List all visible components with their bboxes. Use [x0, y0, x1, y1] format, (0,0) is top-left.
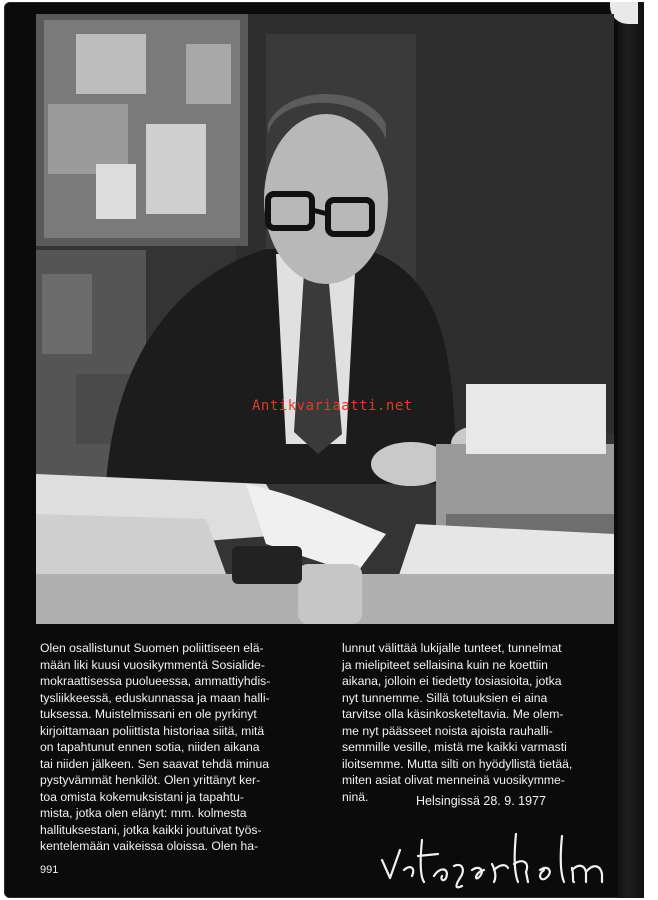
text-line: semmille vesille, mistä me kaikki varmasti — [342, 740, 567, 754]
text-line: hallituksestani, jotka kaikki joutuivat työs- — [40, 822, 262, 837]
text-line: on tapahtunut ennen sotia, niiden aikana — [40, 740, 260, 754]
text-line: tai niiden jälkeen. Sen saavat tehdä minua — [40, 756, 270, 771]
text-line: nyt tunnemme. Sillä totuuksien ei aina — [342, 690, 548, 705]
text-line: kirjoittamaan poliittista historiaa siitä, mitä — [40, 723, 265, 738]
text-line: iloitsemme. Mutta silti on hyödyllistä tietää, — [342, 756, 573, 771]
text-line: me nyt päässeet noista ajoista rauhalli- — [342, 723, 553, 738]
author-signature — [376, 820, 616, 890]
text-line: ninä. — [342, 789, 369, 804]
text-line: mään liki kuusi vuosikymmentä Sosialide- — [40, 657, 265, 672]
text-line: ja mielipiteet sellaisina kuin ne koettiin — [342, 657, 548, 672]
author-photo-illustration — [36, 14, 614, 624]
text-line: miten asiat olivat menneinä vuosikymme- — [342, 773, 565, 787]
text-line: aikana, jolloin ei tiedetty tosiasioita, jotka — [342, 674, 562, 688]
book-back-cover — [4, 2, 644, 898]
page-number: 991 — [40, 864, 59, 876]
place-date: Helsingissä 28. 9. 1977 — [416, 794, 546, 808]
blurb-left-column — [40, 640, 302, 855]
text-line: Olen osallistunut Suomen poliittiseen elä- — [40, 641, 264, 655]
author-photo — [36, 14, 614, 624]
text-line: mokraattisessa puolueessa, ammattiyhdis- — [40, 674, 271, 688]
blurb-right-column — [342, 640, 604, 805]
text-line: mista, jotka olen elänyt: mm. kolmesta — [40, 806, 247, 820]
text-line: tysliikkeessä, eduskunnassa ja maan halli- — [40, 690, 270, 705]
watermark: Antikvariaatti.net — [252, 398, 413, 414]
text-line: toa omista kokemuksistani ja tapahtu- — [40, 789, 244, 804]
text-line: lunnut välittää lukijalle tunteet, tunnelmat — [342, 641, 562, 655]
text-line: tarvitse olla käsinkosketeltavia. Me olem- — [342, 707, 564, 721]
text-line: kentelemään vaikeissa oloissa. Olen ha- — [40, 839, 259, 853]
spine-edge — [618, 2, 644, 898]
text-line: pystyvämmät henkilöt. Olen yrittänyt ker- — [40, 773, 261, 787]
text-line: tuksessa. Muistelmissani en ole pyrkinyt — [40, 707, 257, 721]
cover-wear — [610, 2, 638, 24]
